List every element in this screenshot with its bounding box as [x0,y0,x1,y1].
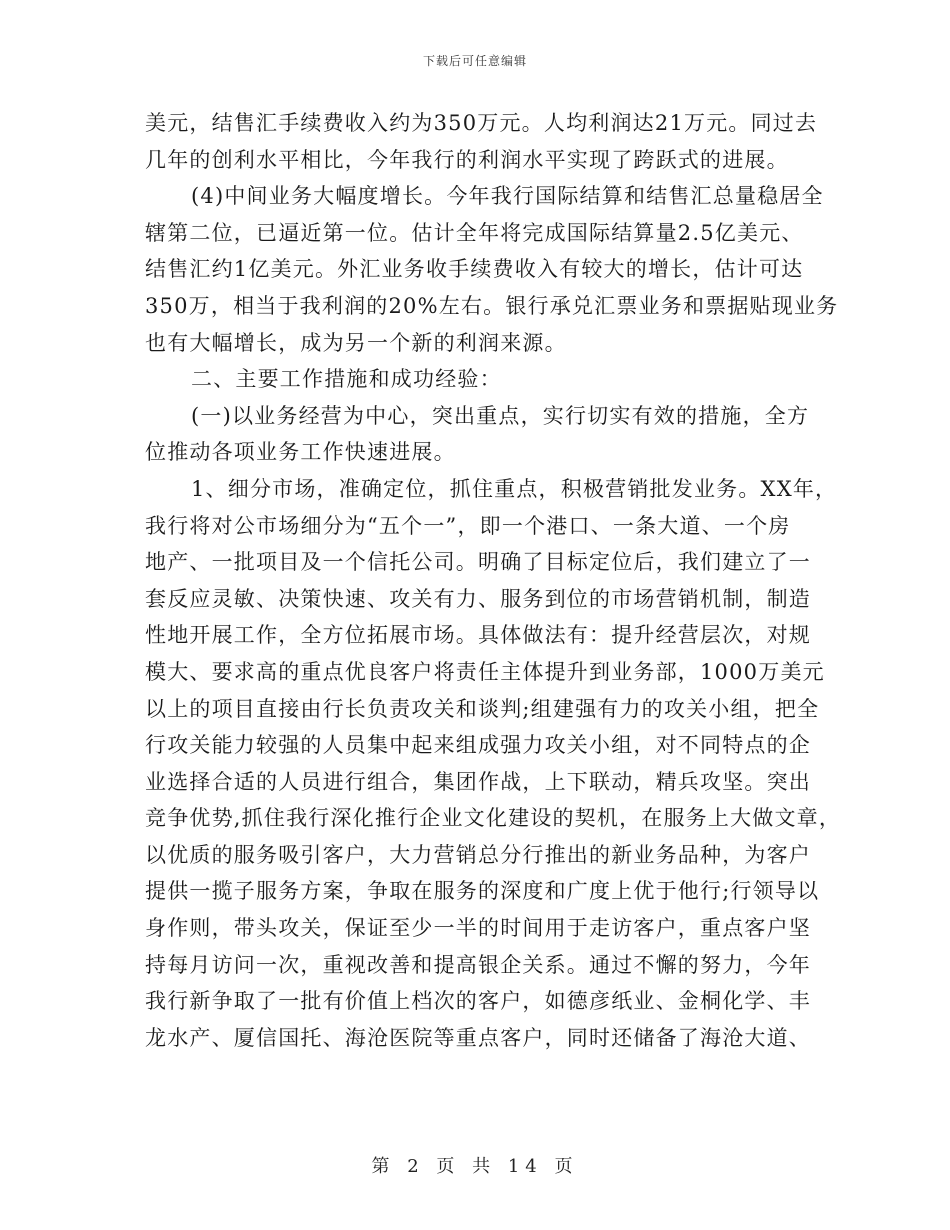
page-number: 第 2 页 共 14 页 [371,1156,579,1177]
text-line: 性地开展工作，全方位拓展市场。具体做法有：提升经营层次，对规 [145,623,811,648]
header-note: 下载后可任意编辑 [422,54,527,68]
text-line: 行攻关能力较强的人员集中起来组成强力攻关小组，对不同特点的企 [145,733,811,758]
text-line: 套反应灵敏、决策快速、攻关有力、服务到位的市场营销机制，制造 [145,586,811,611]
text-line: 位推动各项业务工作快速进展。 [145,440,456,465]
text-line: 结售汇约1亿美元。外汇业务收手续费收入有较大的增长，估计可达 [145,257,804,282]
document-body [145,105,842,1056]
text-line: 地产、一批项目及一个信托公司。明确了目标定位后，我们建立了一 [145,550,811,575]
text-line: 身作则，带头攻关，保证至少一半的时间用于走访客户，重点客户坚 [145,916,811,941]
text-line: 竞争优势,抓住我行深化推行企业文化建设的契机，在服务上大做文章， [145,806,842,831]
text-line: 美元，结售汇手续费收入约为350万元。人均利润达21万元。同过去 [145,111,818,135]
text-line: (一)以业务经营为中心，突出重点，实行切实有效的措施，全方 [191,403,810,428]
text-line: 辖第二位，已逼近第一位。估计全年将完成国际结算量2.5亿美元、 [145,220,804,245]
text-line: 持每月访问一次，重视改善和提高银企关系。通过不懈的努力，今年 [145,952,811,977]
text-line: 我行新争取了一批有价值上档次的客户，如德彦纸业、金桐化学、丰 [145,989,811,1014]
text-line: 以优质的服务吸引客户，大力营销总分行推出的新业务品种，为客户 [145,842,811,867]
text-line: (4)中间业务大幅度增长。今年我行国际结算和结售汇总量稳居全 [191,184,824,209]
text-line: 我行将对公市场细分为“五个一”，即一个港口、一条大道、一个房 [145,513,791,538]
text-line: 提供一揽子服务方案，争取在服务的深度和广度上优于他行;行领导以 [145,879,820,904]
text-line: 以上的项目直接由行长负责攻关和谈判;组建强有力的攻关小组，把全 [145,696,820,721]
text-line: 业选择合适的人员进行组合，集团作战，上下联动，精兵攻坚。突出 [145,769,811,794]
text-line: 模大、要求高的重点优良客户将责任主体提升到业务部，1000万美元 [145,659,825,684]
section-heading: 二、主要工作措施和成功经验： [191,367,502,392]
text-line: 几年的创利水平相比，今年我行的利润水平实现了跨跃式的进展。 [145,147,789,172]
text-line: 龙水产、厦信国托、海沧医院等重点客户，同时还储备了海沧大道、 [145,1025,811,1050]
text-line: 1、细分市场，准确定位，抓住重点，积极营销批发业务。XX年， [191,476,838,501]
text-line: 也有大幅增长，成为另一个新的利润来源。 [145,330,567,355]
text-line: 350万，相当于我利润的20%左右。银行承兑汇票业务和票据贴现业务 [145,293,839,318]
